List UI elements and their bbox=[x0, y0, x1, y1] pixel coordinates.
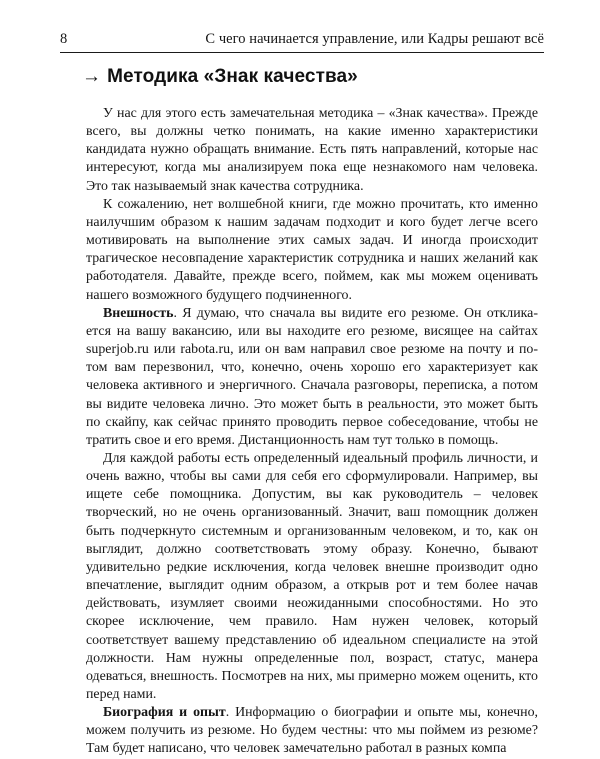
paragraph-lead-appearance: Внешность bbox=[103, 305, 174, 321]
paragraph bbox=[86, 704, 538, 758]
section-title-text: Методика «Знак качества» bbox=[107, 66, 358, 87]
paragraph bbox=[86, 105, 538, 196]
paragraph bbox=[86, 305, 538, 450]
running-header bbox=[60, 22, 544, 53]
paragraph bbox=[86, 196, 538, 305]
paragraph-text: У нас для этого есть замечательная методика – «Знак качества». Прежде всего, вы должны четко понимать, на какие именно характеристики кандидата нужно обращать внимание. Есть пять направлений, которые нас интересуют, когда мы анализируем пока еще незнакомого нам человека. Это так называемый знак качества сотрудника. bbox=[86, 106, 538, 194]
running-title: С чего начинается управление, или Кадры решают всё bbox=[205, 31, 544, 47]
paragraph-text: . Я думаю, что сначала вы видите его резюме. Он откликается на вашу вакансию, или вы находите его резюме, висящее на сайтах superjob.ru или rabota.ru, или он вам направил свое резюме на почту и потом вам перезвонил, что, конечно, очень хорошо его характеризует как человека активного и энергичного. Сначала разговоры, переписка, а потом вы видите человека лично. Это может быть в реальности, это может быть по скайпу, как сейчас принято проводить первое собеседование, чтобы не тратить свое и его время. Дистанционность нам тут только в помощь. bbox=[86, 305, 538, 448]
arrow-icon: → bbox=[82, 66, 102, 87]
body-text bbox=[86, 105, 538, 759]
paragraph-lead-biography: Биография и опыт bbox=[103, 705, 226, 721]
page-number: 8 bbox=[60, 31, 68, 47]
section-heading bbox=[82, 66, 358, 88]
paragraph bbox=[86, 450, 538, 704]
paragraph-text: К сожалению, нет волшебной книги, где можно прочитать, кто именно наилучшим образом к нашим задачам подходит и кого будет легче всего мотивировать на выполнение этих самых задач. И иногда происходит трагическое несовпадение характеристик сотрудника и наших желаний как работодателя. Давайте, прежде всего, поймем, как мы можем оценивать нашего возможного будущего подчиненного. bbox=[86, 196, 538, 303]
paragraph-text: Для каждой работы есть определенный идеальный профиль личности, и очень важно, чтобы вы сами для себя его сформулировали. Например, вы ищете себе помощника. Допустим, вы как руководитель – человек творческий, но не очень организованный. Значит, ваш помощник должен быть подчеркнуто системным и организованным человеком, и то, как он выглядит, должно соответствовать этому образу. Конечно, бывают удивительно редкие исключения, когда человек внешне производит одно впечатление, выглядит одним образом, а открыв рот и тем более начав действовать, изумляет своими неожиданными способностями. Но это скорее исключение, чем правило. Нам нужен человек, который соответствует вашему представлению об идеальном специалисте на этой должности. Нам нужны определенные пол, возраст, статус, манера одеваться, внешность. Посмотрев на них, мы примерно можем оценить, кто перед нами. bbox=[86, 450, 538, 702]
paragraph-text: . Информацию о биографии и опыте мы, конечно, можем получить из резюме. Но будем честны: что мы поймем из резюме? Там будет написано, что человек замечательно работал в разных компа bbox=[86, 705, 538, 757]
